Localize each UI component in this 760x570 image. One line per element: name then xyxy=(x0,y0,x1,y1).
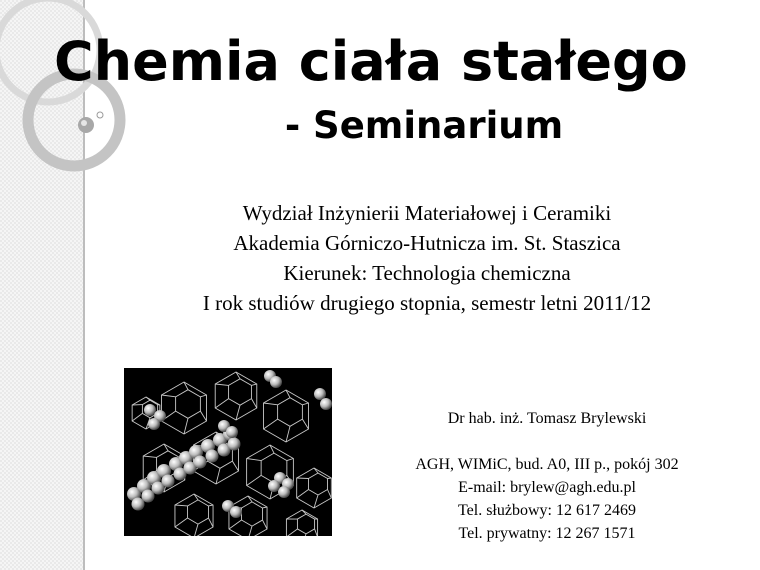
email-address: E-mail: brylew@agh.edu.pl xyxy=(458,479,636,496)
slide-title: Chemia ciała stałego xyxy=(54,30,688,93)
major-line: Kierunek: Technologia chemiczna xyxy=(283,261,571,285)
private-phone: Tel. prywatny: 12 267 1571 xyxy=(458,525,636,542)
office-address: AGH, WIMiC, bud. A0, III p., pokój 302 xyxy=(415,456,679,473)
semester-line: I rok studiów drugiego stopnia, semestr letni 2011/12 xyxy=(202,291,652,315)
crystal-structure-image xyxy=(124,368,332,536)
university-line: Akademia Górniczo-Hutnicza im. St. Staszica xyxy=(233,231,621,255)
contact-spacer xyxy=(380,430,714,453)
slide-subtitle: - Seminarium xyxy=(284,104,564,147)
faculty-line: Wydział Inżynierii Materiałowej i Ceramiki xyxy=(242,201,612,225)
course-info xyxy=(120,198,734,318)
lecturer-name: Dr hab. inż. Tomasz Brylewski xyxy=(447,410,647,427)
contact-info xyxy=(380,407,714,545)
office-phone: Tel. służbowy: 12 617 2469 xyxy=(458,502,636,519)
